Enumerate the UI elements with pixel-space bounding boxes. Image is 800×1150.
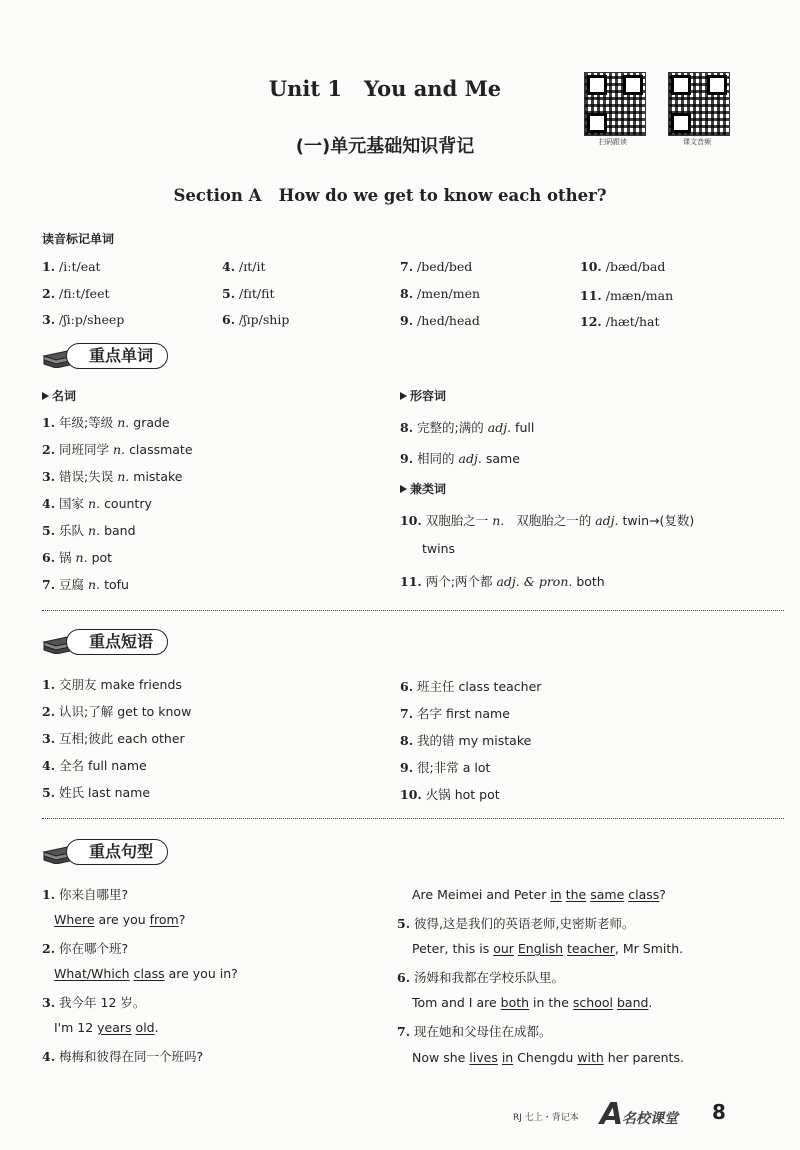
sentence-en: I'm 12 years old.	[54, 1020, 159, 1035]
phonics-item: 1. /iːt/eat	[42, 259, 101, 274]
phonics-item: 3. /ʃiːp/sheep	[42, 312, 125, 327]
sentence-en: Now she lives in Chengdu with her parents.	[412, 1050, 684, 1065]
phrase-item: 8. 我的错 my mistake	[400, 733, 532, 748]
category-noun: 名词	[42, 387, 76, 404]
sentence-cn: 6. 汤姆和我都在学校乐队里。	[397, 970, 565, 985]
phonics-item: 10. /bæd/bad	[580, 259, 666, 274]
multi-class-item-continued: twins	[422, 541, 456, 556]
book-label: RJ 七上・背记本	[513, 1113, 579, 1123]
unit-title: Unit 1 You and Me	[268, 76, 502, 101]
phonics-item: 9. /hed/head	[400, 313, 480, 328]
phonics-item: 12. /hæt/hat	[580, 314, 660, 329]
noun-item: 5. 乐队 n. band	[42, 523, 136, 538]
sentence-cn: 7. 现在她和父母住在成都。	[397, 1024, 552, 1039]
adjective-item: 8. 完整的;满的 adj. full	[400, 420, 535, 435]
sentence-cn: 3. 我今年 12 岁。	[42, 995, 146, 1010]
sentence-en: Tom and I are both in the school band.	[412, 995, 653, 1010]
qr-code-audio[interactable]	[668, 72, 730, 136]
noun-item: 2. 同班同学 n. classmate	[42, 442, 193, 457]
sentence-en: Peter, this is our English teacher, Mr Smith.	[412, 941, 684, 956]
phrase-item: 4. 全名 full name	[42, 758, 147, 773]
section-title: Section A How do we get to know each other?	[173, 186, 607, 205]
category-multi-class: 兼类词	[400, 480, 446, 497]
page-number: 8	[712, 1100, 726, 1124]
noun-item: 4. 国家 n. country	[42, 496, 152, 511]
phonics-item: 5. /fɪt/fit	[222, 286, 275, 301]
noun-item: 1. 年级;等级 n. grade	[42, 415, 170, 430]
noun-item: 6. 锅 n. pot	[42, 550, 113, 565]
noun-item: 3. 错误;失误 n. mistake	[42, 469, 183, 484]
qr-right-caption: 课文音频	[683, 138, 711, 146]
phrase-item: 2. 认识;了解 get to know	[42, 704, 192, 719]
multi-class-item: 11. 两个;两个都 adj. & pron. both	[400, 574, 605, 589]
phrase-item: 9. 很;非常 a lot	[400, 760, 491, 775]
phonics-item: 8. /men/men	[400, 286, 481, 301]
section-divider	[42, 818, 784, 819]
phrase-item: 3. 互相;彼此 each other	[42, 731, 185, 746]
phonics-item: 6. /ʃɪp/ship	[222, 312, 290, 327]
publisher-logo-text: 名校课堂	[622, 1111, 678, 1127]
phrase-item: 7. 名字 first name	[400, 706, 510, 721]
phonics-item: 11. /mæn/man	[580, 288, 674, 303]
multi-class-item: 10. 双胞胎之一 n. 双胞胎之一的 adj. twin→(复数)	[400, 513, 695, 528]
sentence-cn: 1. 你来自哪里?	[42, 887, 129, 902]
section-divider	[42, 610, 784, 611]
qr-code-follow-read[interactable]	[584, 72, 646, 136]
phonics-item: 4. /ɪt/it	[222, 259, 266, 274]
sentence-en: Are Meimei and Peter in the same class?	[412, 887, 666, 902]
publisher-logo-letter: A	[600, 1097, 624, 1132]
phonics-label: 读音标记单词	[42, 232, 115, 246]
sentence-cn: 4. 梅梅和彼得在同一个班吗?	[42, 1049, 204, 1064]
phrase-item: 1. 交朋友 make friends	[42, 677, 182, 692]
sentence-en: Where are you from?	[54, 912, 186, 927]
category-adjective: 形容词	[400, 387, 446, 404]
adjective-item: 9. 相同的 adj. same	[400, 451, 520, 466]
sentence-cn: 2. 你在哪个班?	[42, 941, 129, 956]
phonics-item: 2. /fiːt/feet	[42, 286, 110, 301]
noun-item: 7. 豆腐 n. tofu	[42, 577, 129, 592]
qr-left-caption: 扫码跟读	[599, 138, 627, 146]
phonics-item: 7. /bed/bed	[400, 259, 473, 274]
phrase-item: 5. 姓氏 last name	[42, 785, 151, 800]
phrase-item: 10. 火锅 hot pot	[400, 787, 500, 802]
sentence-cn: 5. 彼得,这是我们的英语老师,史密斯老师。	[397, 916, 635, 931]
sub-title: (一)单元基础知识背记	[295, 136, 475, 157]
sentence-en: What/Which class are you in?	[54, 966, 238, 981]
phrase-item: 6. 班主任 class teacher	[400, 679, 542, 694]
